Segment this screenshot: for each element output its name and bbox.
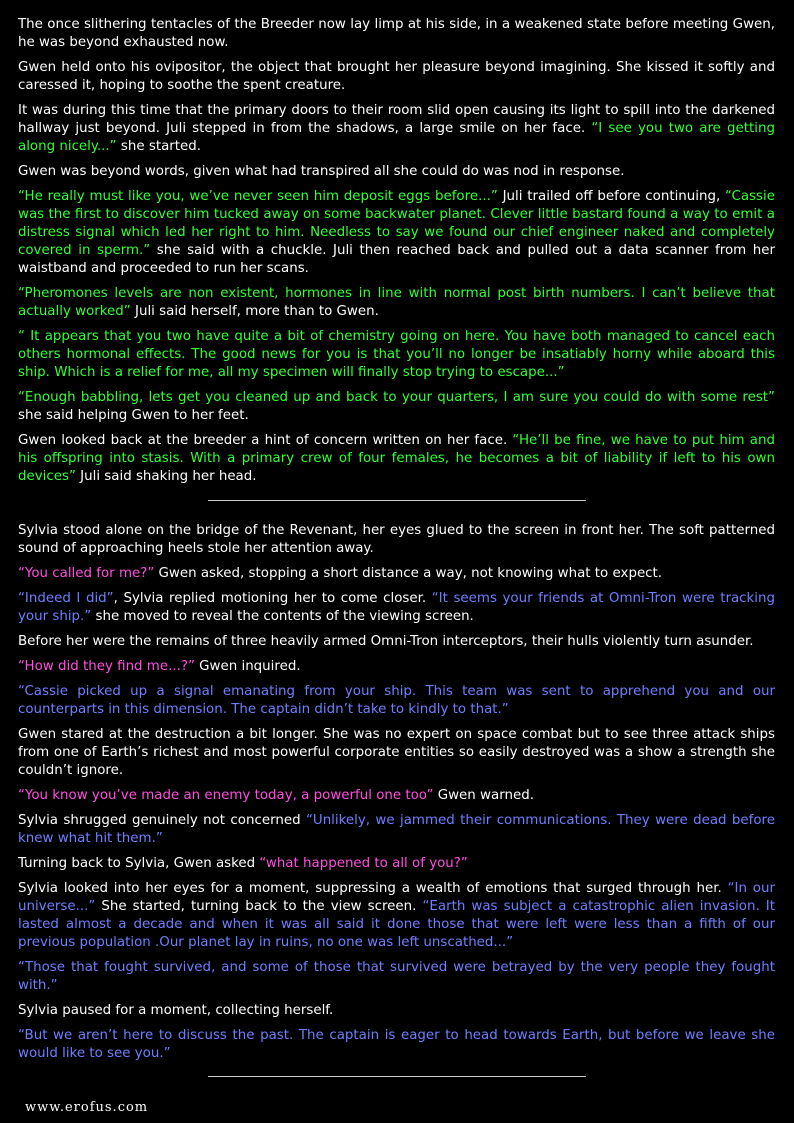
narration-text: Juli trailed off before continuing, xyxy=(497,189,726,204)
narration-text: Gwen inquired. xyxy=(194,659,301,674)
story-paragraph xyxy=(18,590,775,626)
story-paragraph xyxy=(18,683,775,719)
dialogue-text: “You know you’ve made an enemy today, a powerful one too” xyxy=(18,788,434,803)
narration-text: Gwen was beyond words, given what had transpired all she could do was nod in response. xyxy=(18,164,625,179)
narration-text: Sylvia paused for a moment, collecting herself. xyxy=(18,1003,334,1018)
narration-text: Gwen warned. xyxy=(433,788,534,803)
story-paragraph xyxy=(18,522,775,558)
dialogue-text: “He really must like you, we’ve never seen him deposit eggs before...” xyxy=(18,189,498,204)
story-paragraph xyxy=(18,787,775,805)
dialogue-text: “Indeed I did” xyxy=(18,591,114,606)
narration-text: She started, turning back to the view screen. xyxy=(95,899,423,914)
narration-text: Turning back to Sylvia, Gwen asked xyxy=(18,856,260,871)
story-section-sylvia xyxy=(18,522,775,1063)
story-paragraph xyxy=(18,880,775,952)
story-section-juli xyxy=(18,16,775,486)
dialogue-text: “Enough babbling, lets get you cleaned up and back to your quarters, I am sure you could do with some rest” xyxy=(18,390,775,405)
narration-text: Sylvia stood alone on the bridge of the Revenant, her eyes glued to the screen in front her. The soft patterned sound of approaching heels stole her attention away. xyxy=(18,523,775,556)
narration-text: The once slithering tentacles of the Breeder now lay limp at his side, in a weakened state before meeting Gwen, he was beyond exhausted now. xyxy=(18,17,775,50)
narration-text: Gwen stared at the destruction a bit longer. She was no expert on space combat but to see three attack ships from one of Earth’s richest and most powerful corporate entities so easily destroyed was a show a strength she couldn’t ignore. xyxy=(18,727,775,778)
dialogue-text: “He’ll be fine, we have to put him and his offspring into stasis. With a primary crew of four females, he becomes a bit of liability if left to his own devices” xyxy=(18,433,775,484)
dialogue-text: “I see you two are getting along nicely...” xyxy=(18,121,775,154)
story-paragraph xyxy=(18,1002,775,1020)
watermark-text: www.erofus.com xyxy=(25,1100,149,1115)
dialogue-text: “Cassie was the first to discover him tucked away on some backwater planet. Clever little bastard found a way to emit a distress signal which led her right to him. Needless to say we found our chief engineer naked and completely covered in sperm.” xyxy=(18,189,775,258)
story-paragraph xyxy=(18,59,775,95)
dialogue-text: “Pheromones levels are non existent, hormones in line with normal post birth numbers. I can’t believe that actually worked” xyxy=(18,286,775,319)
story-paragraph xyxy=(18,163,775,181)
story-paragraph xyxy=(18,102,775,156)
story-paragraph xyxy=(18,633,775,651)
dialogue-text: “It seems your friends at Omni-Tron were tracking your ship.” xyxy=(18,591,775,624)
dialogue-text: “what happened to all of you?” xyxy=(259,856,468,871)
dialogue-text: “In our universe...” xyxy=(18,881,775,914)
story-page xyxy=(18,16,775,1077)
story-paragraph xyxy=(18,1027,775,1063)
story-paragraph xyxy=(18,726,775,780)
narration-text: she said with a chuckle. Juli then reached back and pulled out a data scanner from her waistband and proceeded to run her scans. xyxy=(18,243,775,276)
narration-text: she moved to reveal the contents of the viewing screen. xyxy=(91,609,474,624)
dialogue-text: “ It appears that you two have quite a bit of chemistry going on here. You have both managed to cancel each others hormonal effects. The good news for you is that you’ll no longer be insatiably horny while aboard this ship. Which is a relief for me, all my specimen will finally stop trying to escape...” xyxy=(18,329,775,380)
narration-text: It was during this time that the primary doors to their room slid open causing its light to spill into the darkened hallway just beyond. Juli stepped in from the shadows, a large smile on her face. xyxy=(18,103,775,136)
story-paragraph xyxy=(18,16,775,52)
narration-text: Juli said shaking her head. xyxy=(75,469,257,484)
dialogue-text: “Those that fought survived, and some of those that survived were betrayed by the very people they fought with.” xyxy=(18,960,775,993)
dialogue-text: “You called for me?” xyxy=(18,566,155,581)
narration-text: Juli said herself, more than to Gwen. xyxy=(130,304,379,319)
section-divider xyxy=(208,500,586,501)
dialogue-text: “Unlikely, we jammed their communications. They were dead before knew what hit them.” xyxy=(18,813,775,846)
narration-text: Gwen looked back at the breeder a hint of concern written on her face. xyxy=(18,433,513,448)
narration-text: she started. xyxy=(116,139,202,154)
narration-text: Before her were the remains of three heavily armed Omni-Tron interceptors, their hulls violently turn asunder. xyxy=(18,634,754,649)
story-paragraph xyxy=(18,565,775,583)
dialogue-text: “But we aren’t here to discuss the past. The captain is eager to head towards Earth, but before we leave she would like to see you.” xyxy=(18,1028,775,1061)
story-paragraph xyxy=(18,432,775,486)
story-paragraph xyxy=(18,188,775,278)
end-divider xyxy=(208,1076,586,1077)
story-paragraph xyxy=(18,959,775,995)
dialogue-text: “Cassie picked up a signal emanating from your ship. This team was sent to apprehend you and our counterparts in this dimension. The captain didn’t take to kindly to that.” xyxy=(18,684,775,717)
narration-text: Gwen asked, stopping a short distance a way, not knowing what to expect. xyxy=(154,566,663,581)
story-paragraph xyxy=(18,658,775,676)
story-paragraph xyxy=(18,855,775,873)
dialogue-text: “Earth was subject a catastrophic alien invasion. It lasted almost a decade and when it was all said it done those that were left were less than a fifth of our previous population .Our planet lay in ruins, no one was left unscathed...” xyxy=(18,899,776,950)
narration-text: Sylvia looked into her eyes for a moment, suppressing a wealth of emotions that surged through her. xyxy=(18,881,728,896)
story-paragraph xyxy=(18,285,775,321)
dialogue-text: “How did they find me...?” xyxy=(18,659,195,674)
narration-text: Gwen held onto his ovipositor, the object that brought her pleasure beyond imagining. She kissed it softly and caressed it, hoping to soothe the spent creature. xyxy=(18,60,775,93)
narration-text: Sylvia shrugged genuinely not concerned xyxy=(18,813,306,828)
story-paragraph xyxy=(18,328,775,382)
story-paragraph xyxy=(18,812,775,848)
narration-text: she said helping Gwen to her feet. xyxy=(18,408,249,423)
narration-text: , Sylvia replied motioning her to come closer. xyxy=(113,591,432,606)
story-paragraph xyxy=(18,389,775,425)
